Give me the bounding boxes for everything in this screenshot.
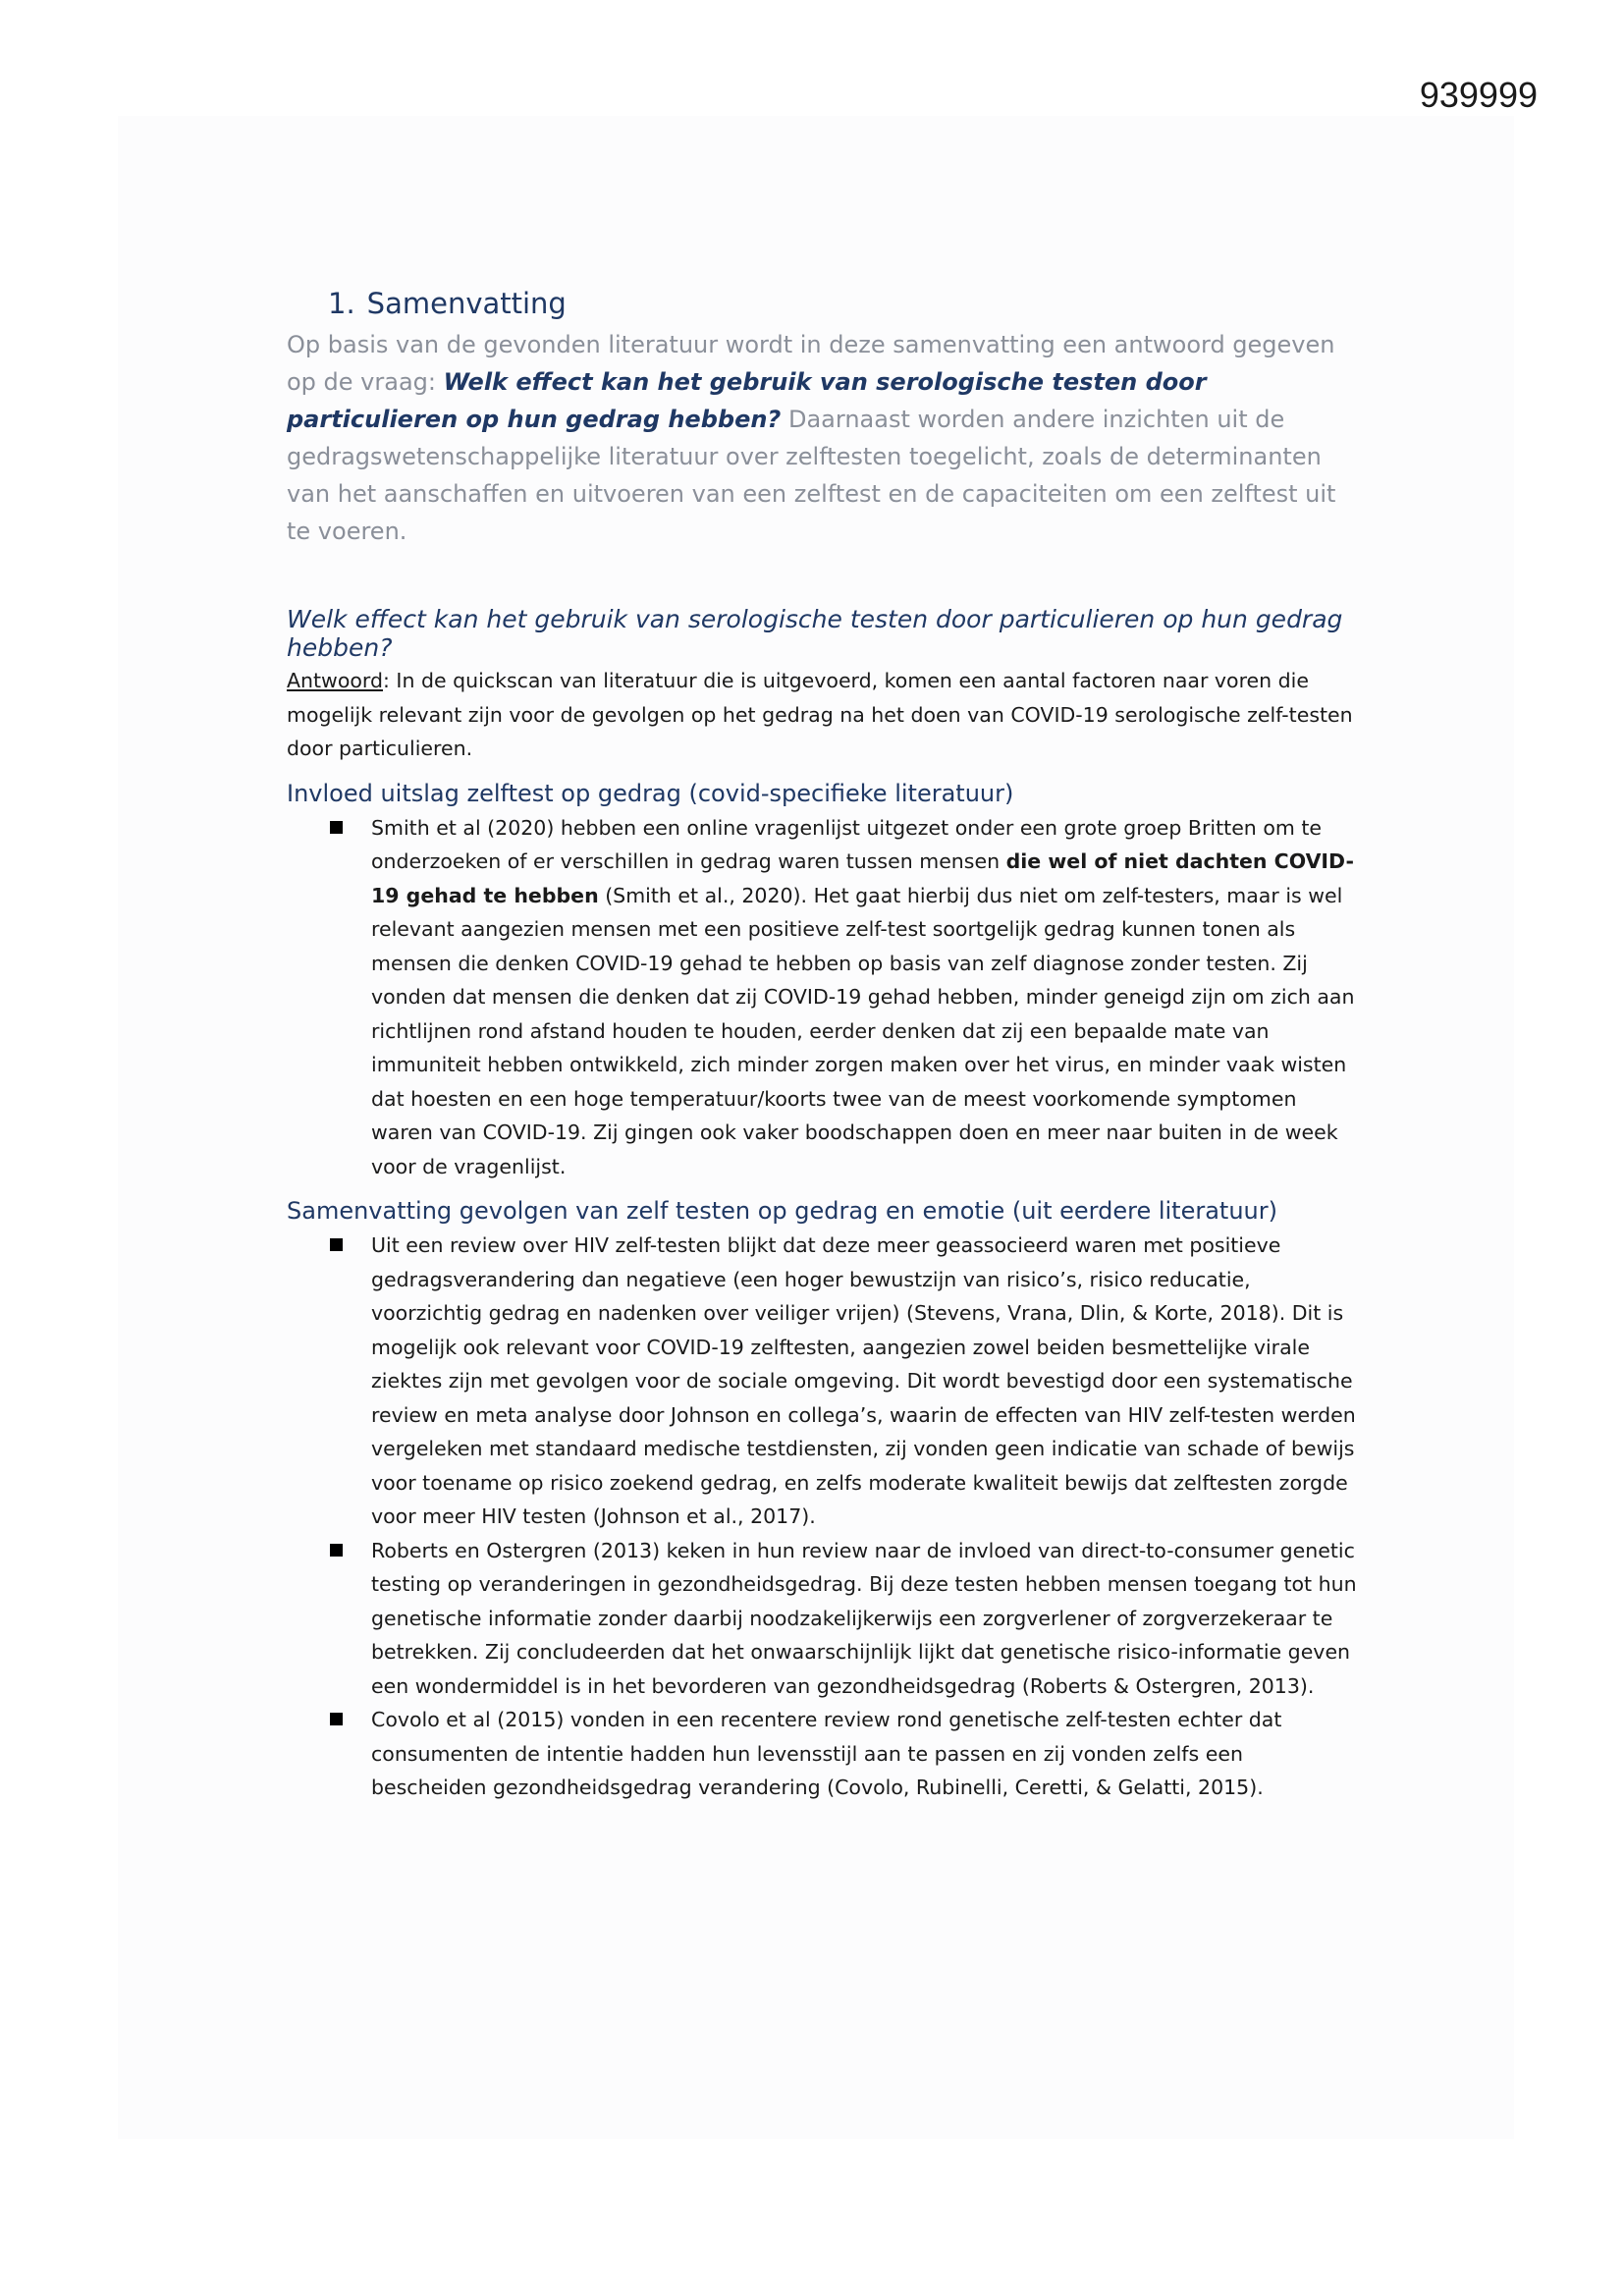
list-item-text: Uit een review over HIV zelf-testen blijkt dat deze meer geassocieerd waren met positieve gedragsverandering dan negatieve (een hoger bewustzijn van risico’s, risico reducatie, voorzichtig gedrag en nadenken over veiliger vrijen) (Stevens, Vrana, Dlin, & Korte, 2018). Dit is mogelijk ook relevant voor COVID-19 zelftesten, aangezien zowel beiden besmettelijke virale ziektes zijn met gevolgen voor de sociale omgeving. Dit wordt bevestigd door een systematische review en meta analyse door Johnson en collega’s, waarin de effecten van HIV zelf-testen werden vergeleken met standaard medische testdiensten, zij vonden geen indicatie van schade of bewijs voor toename op risico zoekend gedrag, en zelfs moderate kwaliteit bewijs dat zelftesten zorgde voor meer HIV testen (Johnson et al., 2017). — [371, 1233, 1356, 1528]
covid-bullet-list — [287, 811, 1357, 1184]
intro-text-1: Op basis van de gevonden literatuur wordt in deze samenvatting een antwoord gegeven op de vraag: — [287, 331, 1335, 396]
square-bullet-icon — [330, 821, 343, 834]
square-bullet-icon — [330, 1238, 343, 1251]
intro-question: Welk effect kan het gebruik van serologische testen door particulieren op hun gedrag hebben? — [287, 368, 1207, 433]
subheading-covid: Invloed uitslag zelftest op gedrag (covid-specifieke literatuur) — [287, 779, 1014, 807]
section-number: 1. — [328, 287, 355, 320]
square-bullet-icon — [330, 1544, 343, 1557]
list-item-text: Smith et al (2020) hebben een online vragenlijst uitgezet onder een grote groep Britten om te onderzoeken of er verschillen in gedrag waren tussen mensen — [371, 815, 1322, 873]
square-bullet-icon — [330, 1713, 343, 1725]
document-body — [287, 287, 1357, 1805]
earlier-bullet-list — [287, 1229, 1357, 1805]
list-item — [287, 811, 1357, 1184]
section-title: Samenvatting — [366, 287, 567, 320]
answer-paragraph — [287, 664, 1357, 766]
list-item — [287, 1534, 1357, 1704]
list-item-text: (Smith et al., 2020). Het gaat hierbij dus niet om zelf-testers, maar is wel relevant aangezien mensen met een positieve zelf-test soortgelijk gedrag kunnen tonen als mensen die denken COVID-19 gehad te hebben op basis van zelf diagnose zonder testen. Zij vonden dat mensen die denken dat zij COVID-19 gehad hebben, minder geneigd zijn om zich aan richtlijnen rond afstand houden te houden, eerder denken dat zij een bepaalde mate van immuniteit hebben ontwikkeld, zich minder zorgen maken over het virus, en minder vaak wisten dat hoesten en een hoge temperatuur/koorts twee van de meest voorkomende symptomen waren van COVID-19. Zij gingen ook vaker boodschappen doen en meer naar buiten in de week voor de vragenlijst. — [371, 883, 1355, 1178]
subheading-earlier-literature: Samenvatting gevolgen van zelf testen op gedrag en emotie (uit eerdere literatuur) — [287, 1197, 1277, 1225]
list-item-text: Covolo et al (2015) vonden in een recentere review rond genetische zelf-testen echter dat consumenten de intentie hadden hun levensstijl aan te passen en zij vonden zelfs een bescheiden gezondheidsgedrag verandering (Covolo, Rubinelli, Ceretti, & Gelatti, 2015). — [371, 1708, 1282, 1799]
list-item-bold: die wel of niet dachten COVID-19 gehad te hebben — [371, 849, 1354, 907]
list-item — [287, 1229, 1357, 1534]
answer-text: : In de quickscan van literatuur die is uitgevoerd, komen een aantal factoren naar voren die mogelijk relevant zijn voor de gevolgen op het gedrag na het doen van COVID-19 serologische zelf-testen door particulieren. — [287, 669, 1353, 760]
list-item — [287, 1703, 1357, 1805]
intro-text-2: Daarnaast worden andere inzichten uit de gedragswetenschappelijke literatuur over zelftesten toegelicht, zoals de determinanten van het aanschaffen en uitvoeren van een zelftest en de capaciteiten om een zelftest uit te voeren. — [287, 406, 1336, 545]
intro-paragraph — [287, 326, 1357, 550]
question-heading: Welk effect kan het gebruik van serologische testen door particulieren op hun gedrag hebben? — [287, 605, 1343, 662]
answer-label: Antwoord — [287, 669, 383, 692]
document-number: 939999 — [1419, 75, 1538, 115]
section-heading — [328, 287, 1357, 320]
list-item-text: Roberts en Ostergren (2013) keken in hun review naar de invloed van direct-to-consumer genetic testing op veranderingen in gezondheidsgedrag. Bij deze testen hebben mensen toegang tot hun genetische informatie zonder daarbij noodzakelijkerwijs een zorgverlener of zorgverzekeraar te betrekken. Zij concludeerden dat het onwaarschijnlijk lijkt dat genetische risico-informatie geven een wondermiddel is in het bevorderen van gezondheidsgedrag (Roberts & Ostergren, 2013). — [371, 1538, 1357, 1698]
